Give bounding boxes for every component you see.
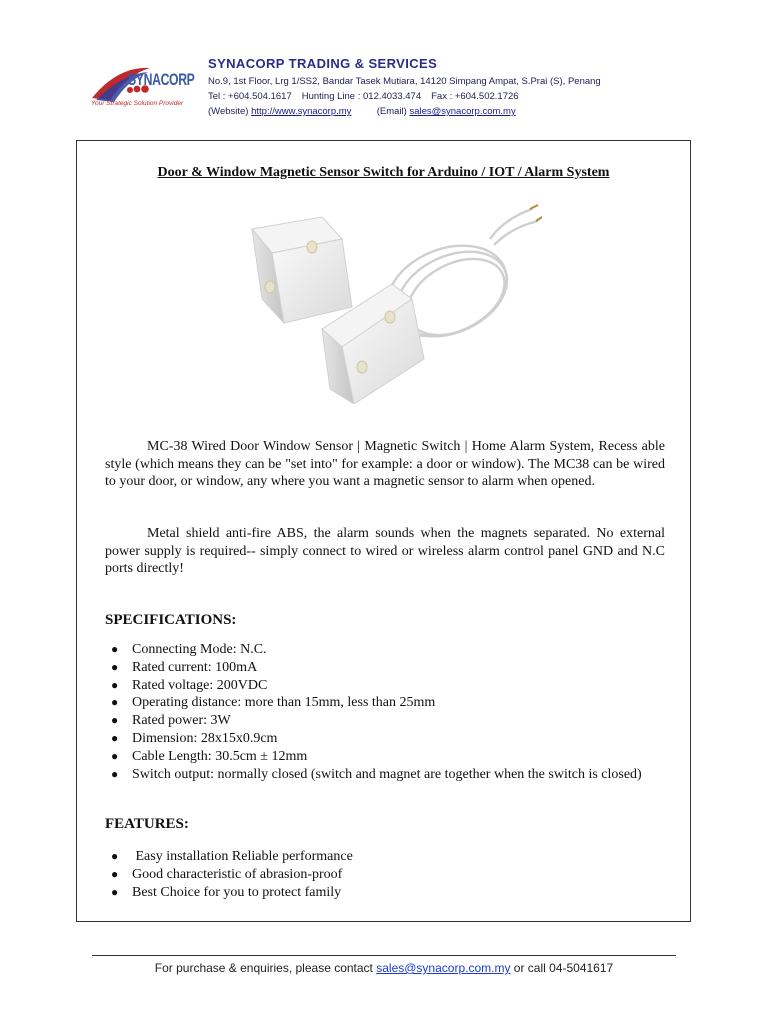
email-label: (Email) xyxy=(376,106,407,117)
description-paragraph-2 xyxy=(105,525,665,578)
bullet-icon: ● xyxy=(111,748,119,763)
document-title: Door & Window Magnetic Sensor Switch for Arduino / IOT / Alarm System xyxy=(157,165,610,180)
logo-wordmark: SYNACORP xyxy=(128,70,195,89)
bullet-icon: ● xyxy=(111,766,119,781)
paragraph-2-text: Metal shield anti-fire ABS, the alarm sounds when the magnets separated. No external power supply is required-- simply connect to wired or wireless alarm control panel GND and N.C ports directly! xyxy=(105,526,665,576)
website-label: (Website) xyxy=(208,106,249,117)
list-item: ● Best Choice for you to protect family xyxy=(111,884,342,900)
description-paragraph-1 xyxy=(105,438,665,491)
list-item: ● Dimension: 28x15x0.9cm xyxy=(111,730,278,746)
list-item: ● Easy installation Reliable performance xyxy=(111,849,353,864)
list-item: ● Rated current: 100mA xyxy=(111,659,258,675)
company-fax: Fax : +604.502.1726 xyxy=(431,91,519,102)
list-item: ● Switch output: normally closed (switch and magnet are together when the switch is closed) xyxy=(111,766,642,782)
website-link[interactable]: http://www.synacorp.my xyxy=(251,106,352,117)
bullet-icon: ● xyxy=(111,713,119,728)
features-list xyxy=(105,848,690,901)
footer-suffix: or call 04-5041617 xyxy=(510,961,614,975)
bullet-icon: ● xyxy=(111,849,119,863)
list-item: ● Rated voltage: 200VDC xyxy=(111,677,268,693)
bullet-icon: ● xyxy=(111,884,119,899)
company-hunting-line: Hunting Line : 012.4033.474 xyxy=(301,91,422,102)
footer-email-link[interactable]: sales@synacorp.com.my xyxy=(376,961,511,975)
letterhead xyxy=(88,52,728,122)
bullet-icon: ● xyxy=(111,677,119,692)
footer-divider xyxy=(92,955,676,956)
magnetic-sensor-illustration xyxy=(242,199,542,404)
email-link[interactable]: sales@synacorp.com.my xyxy=(409,106,516,117)
company-address: No.9, 1st Floor, Lrg 1/SS2, Bandar Tasek Mutiara, 14120 Simpang Ampat, S.Prai (S), Penang xyxy=(208,76,601,87)
list-item: ● Good characteristic of abrasion-proof xyxy=(111,866,343,882)
company-web-email xyxy=(208,104,601,119)
company-details xyxy=(208,56,601,119)
content-box xyxy=(76,140,691,922)
bullet-icon: ● xyxy=(111,730,119,745)
features-heading: FEATURES: xyxy=(105,816,189,832)
company-logo xyxy=(88,60,206,114)
bullet-icon: ● xyxy=(111,642,119,656)
bullet-icon: ● xyxy=(111,866,119,881)
logo-tagline: Your Strategic Solution Provider xyxy=(91,100,184,107)
specifications-heading: SPECIFICATIONS: xyxy=(105,612,237,628)
company-tel: Tel : +604.504.1617 xyxy=(208,91,292,102)
footer xyxy=(0,961,768,975)
bullet-icon: ● xyxy=(111,659,119,674)
product-image xyxy=(242,199,542,404)
footer-prefix: For purchase & enquiries, please contact xyxy=(154,961,377,975)
paragraph-1-text: MC-38 Wired Door Window Sensor | Magnetic Switch | Home Alarm System, Recess able style (which means they can be "set into" for example: a door or window). The MC38 can be wired to your door, or window, any where you want a magnetic sensor to alarm when opened. xyxy=(105,439,665,489)
list-item: ● Connecting Mode: N.C. xyxy=(111,642,267,657)
list-item: ● Cable Length: 30.5cm ± 12mm xyxy=(111,748,308,764)
company-phones xyxy=(208,89,601,104)
company-name: SYNACORP TRADING & SERVICES xyxy=(208,56,438,71)
list-item: ● Operating distance: more than 15mm, less than 25mm xyxy=(111,695,436,711)
bullet-icon: ● xyxy=(111,695,119,710)
specifications-list xyxy=(105,641,690,783)
list-item: ● Rated power: 3W xyxy=(111,713,231,729)
